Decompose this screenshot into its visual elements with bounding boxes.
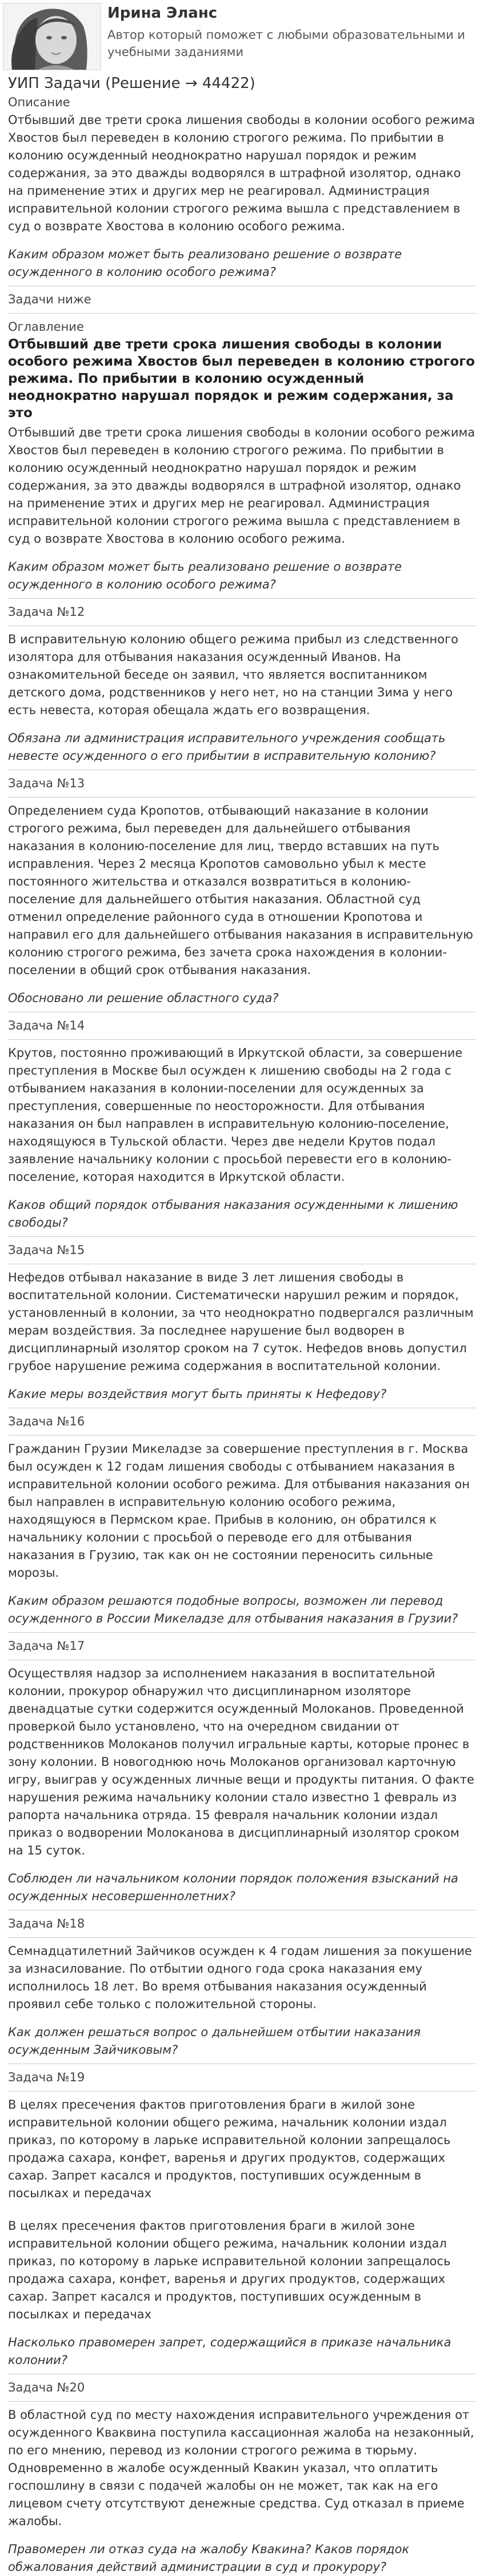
- divider: [8, 598, 476, 599]
- divider: [8, 1937, 476, 1938]
- task-block: [8, 1632, 476, 1905]
- divider: [8, 797, 476, 798]
- author-name[interactable]: Ирина Эланс: [107, 5, 218, 22]
- task-paragraph: В целях пресечения фактов приготовления браги в жилой зоне исправительной колонии общего режима, начальник колонии издал приказ, по которому в ларьке исправительной колонии запрещалось продажа сахара, конфет, варенья и других продуктов, содержащих сахар. Запрет касался и продуктов, поступивших осужденным в посылках и передачах: [8, 2098, 451, 2200]
- task-block: [8, 1236, 476, 1403]
- task-paragraph: Гражданин Грузии Микеладзе за совершение преступления в г. Москва был осужден к 12 годам лишения свободы с отбыванием наказания в исправительной колонии особого режима. Для отбывания наказания он был направлен в исправительную колонию особого режима, находящуюся в Пермском крае. Прибыв в колонию, он обратился к начальнику колонии с просьбой о переводе его для отбывания наказания в Грузию, так как он не состоянии переносить сильные морозы.: [8, 1442, 470, 1580]
- avatar-image: [3, 3, 101, 70]
- task-heading: Задача №16: [8, 1415, 85, 1428]
- task-paragraph: Определением суда Кропотов, отбывающий наказание в колонии строгого режима, был переведен для дальнейшего отбывания наказания в колонию-поселение для лиц, твердо вставших на путь исправления. Через 2 месяца Кропотов самовольно убыл к месте постоянного жительства и отказался возвратиться в колонию-поселение для дальнейшего отбытия наказания. Областной суд отменил определение районного суда в отношении Кропотова и направил его для дальнейшего отбывания наказания в исправительную колонию строгого режима, без зачета срока нахождения в колонии-поселении в общий срок отбывания наказания.: [8, 804, 473, 977]
- task-question: Обосновано ли решение областного суда?: [8, 991, 279, 1005]
- task-question: Каким образом решаются подобные вопросы, возможен ли перевод осужденного в России Микеладзе для отбывания наказания в Грузии?: [8, 1594, 458, 1625]
- task-block: [8, 1012, 476, 1232]
- main-content: [0, 73, 484, 2576]
- avatar: [3, 3, 101, 70]
- task-question: Правомерен ли отказ суда на жалобу Квакина? Каков порядок обжалования действий администрации в суд и прокурору?: [8, 2542, 410, 2574]
- task-question: Какие меры воздействия могут быть приняты к Нефедову?: [8, 1387, 387, 1401]
- author-header: [0, 0, 484, 73]
- task-block: [8, 2374, 476, 2576]
- task-block: [8, 2064, 476, 2369]
- task-heading: Задача №18: [8, 1917, 85, 1930]
- task-paragraph: В исправительную колонию общего режима прибыл из следственного изолятора для отбывания наказания осужденный Иванов. На ознакомительной беседе он заявил, что является воспитанником детского дома, родственников у него нет, но на станции Зима у него есть невеста, которая обещала ждать его возвращения.: [8, 632, 458, 717]
- divider: [8, 1039, 476, 1040]
- divider: [8, 2091, 476, 2092]
- task-heading: Задача №20: [8, 2381, 85, 2394]
- task-paragraph: Осуществляя надзор за исполнением наказания в воспитательной колонии, прокурор обнаружил что дисциплинарном изоляторе двенадцатые сутки содержится осужденный Молоканов. Проведенной проверкой было установлено, что на очередном свидании от родственников Молоканов получил игральные карты, которые пронес в зону колонии. В новогоднюю ночь Молоканов организовал карточную игру, выиграв у осужденных личные вещи и продукты питания. О факте нарушения режима начальнику колонии стало известно 1 февраль из рапорта начальника отряда. 15 февраля начальник колонии издал приказ о водворении Молоканова в дисциплинарный изолятор сроком на 15 суток.: [8, 1666, 474, 1857]
- divider: [8, 1435, 476, 1436]
- description-text: Отбывший две трети срока лишения свободы в колонии особого режима Хвостов был переведен в колонию строгого режима. По прибытии в колонию осужденный неоднократно нарушал порядок и режим содержания, за это дважды водворялся в штрафной изолятор, однако на применение этих и других мер не реагировал. Администрация исправительной колонии строгого режима вышла с представлением в суд о возврате Хвостова в колонию особого режима.: [8, 113, 475, 233]
- task-paragraph: Семнадцатилетний Зайчиков осужден к 4 годам лишения за покушение за изнасилование. По отбытии одного года срока наказания ему исполнилось 18 лет. Во время отбывания наказания осужденный проявил себе только с положительной стороны.: [8, 1944, 472, 2011]
- task-heading: Задача №13: [8, 776, 85, 790]
- divider: [8, 313, 476, 314]
- task-paragraph: Крутов, постоянно проживающий в Иркутской области, за совершение преступления в Москве был осужден к лишению свободы на 2 года с отбыванием наказания в колонии-поселении для осужденных за преступления, совершенные по неосторожности. Для отбывания наказания он был направлен в исправительную колонию-поселение, находящуюся в Тульской области. Через две недели Крутов подал заявление начальнику колонии с просьбой перевести его в колонию-поселение, которая находится в Иркутской области.: [8, 1046, 463, 1184]
- toc-text: Отбывший две трети срока лишения свободы в колонии особого режима Хвостов был переведен в колонию строгого режима. По прибытии в колонию осужденный неоднократно нарушал порядок и режим содержания, за это дважды водворялся в штрафной изолятор, однако на применение этих и других мер не реагировал. Администрация исправительной колонии строгого режима вышла с представлением в суд о возврате Хвостова в колонию особого режима.: [8, 426, 475, 546]
- description-question: Каким образом может быть реализовано решение о возврате осужденного в колонию особого режима?: [8, 247, 402, 279]
- divider: [8, 1632, 476, 1633]
- author-description: Автор который поможет с любыми образовательными и учебными заданиями: [107, 28, 466, 59]
- page-title: УИП Задачи (Решение → 44422): [8, 75, 255, 92]
- toc-label: Оглавление: [8, 320, 84, 334]
- task-heading: Задача №17: [8, 1639, 85, 1653]
- task-heading: Задача №15: [8, 1243, 85, 1257]
- task-heading: Задача №12: [8, 605, 85, 619]
- toc-title: Отбывший две трети срока лишения свободы в колонии особого режима Хвостов был переведен в колонию строгого режима. По прибытии в колонию осужденный неоднократно нарушал порядок и режим содержания, за это: [8, 337, 475, 420]
- task-list: [8, 598, 476, 2576]
- task-question: Обязана ли администрация исправительного учреждения сообщать невесте осужденного о его прибытии в исправительную колонию?: [8, 731, 446, 763]
- task-paragraph: В областной суд по месту нахождения исправительного учреждения от осужденного Кваквина поступила кассационная жалоба на незаконный, по его мнению, перевод из колонии строгого режима в тюрьму. Одновременно в жалобе осужденный Квакин указал, что оплатить госпошлину в связи с подачей жалобы он не может, так как на его лицевом счету отсутствуют денежные средства. Суд отказал в приеме жалобы.: [8, 2408, 474, 2528]
- task-question: Как должен решаться вопрос о дальнейшем отбытии наказания осужденным Зайчиковым?: [8, 2025, 421, 2057]
- task-block: [8, 1408, 476, 1628]
- task-question: Соблюден ли начальником колонии порядок положения взысканий на осужденных несовершеннолетних?: [8, 1872, 458, 1903]
- toc-question: Каким образом может быть реализовано решение о возврате осужденного в колонию особого режима?: [8, 560, 402, 591]
- task-heading: Задача №14: [8, 1019, 85, 1032]
- task-block: [8, 770, 476, 1007]
- tasks-below-label: Задачи ниже: [8, 293, 91, 306]
- description-label: Описание: [8, 95, 70, 109]
- task-paragraph: Нефедов отбывал наказание в виде 3 лет лишения свободы в воспитательной колонии. Систематически нарушил режим и порядок, установленный в колонии, за что неоднократно подвергался различным мерам воздействия. За последнее нарушение был водворен в дисциплинарный изолятор сроком на 7 суток. Нефедов вновь допустил грубое нарушение режима содержания в воспитательной колонии.: [8, 1271, 474, 1373]
- task-question: Каков общий порядок отбывания наказания осужденными к лишению свободы?: [8, 1198, 458, 1229]
- task-block: [8, 598, 476, 765]
- task-paragraph: В целях пресечения фактов приготовления браги в жилой зоне исправительной колонии общего режима, начальник колонии издал приказ, по которому в ларьке исправительной колонии запрещалось продажа сахара, конфет, варенья и других продуктов, содержащих сахар. Запрет касался и продуктов, поступивших осужденным в посылках и передачах: [8, 2219, 451, 2321]
- task-block: [8, 1910, 476, 2059]
- divider: [8, 2401, 476, 2402]
- task-heading: Задача №19: [8, 2070, 85, 2084]
- task-question: Насколько правомерен запрет, содержащийся в приказе начальника колонии?: [8, 2335, 451, 2367]
- divider: [8, 1236, 476, 1237]
